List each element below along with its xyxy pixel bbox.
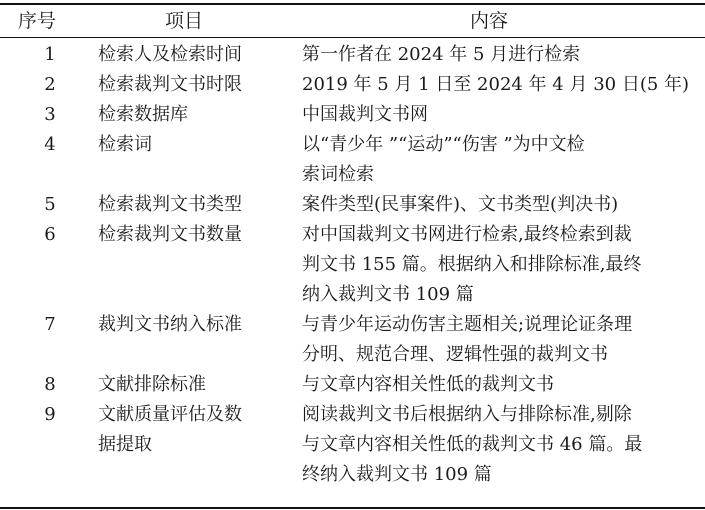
row-content-line: 对中国裁判文书网进行检索,最终检索到裁 <box>302 224 632 245</box>
row-content-line: 2019 年 5 月 1 日至 2024 年 4 月 30 日(5 年) <box>302 74 690 95</box>
row-number: 7 <box>44 314 56 335</box>
row-item <box>98 400 288 460</box>
row-item <box>98 70 288 100</box>
header-serial-number: 序号 <box>18 10 57 32</box>
row-content-line: 第一作者在 2024 年 5 月进行检索 <box>302 44 581 65</box>
row-content <box>302 400 705 490</box>
row-item-line: 检索词 <box>98 134 152 155</box>
row-content-line: 以“青少年 ”“运动”“伤害 ”为中文检 <box>302 134 585 155</box>
row-number: 5 <box>44 194 56 215</box>
row-content-line: 案件类型(民事案件)、文书类型(判决书) <box>302 194 619 215</box>
header-item: 项目 <box>165 10 204 32</box>
row-item <box>98 310 288 340</box>
row-item-line: 文献排除标准 <box>98 374 206 395</box>
row-content <box>302 310 705 370</box>
table-bottom-rule <box>0 507 705 509</box>
row-content <box>302 40 705 70</box>
row-number: 6 <box>44 224 56 245</box>
row-number: 9 <box>44 404 56 425</box>
row-item <box>98 370 288 400</box>
row-content-line: 阅读裁判文书后根据纳入与排除标准,剔除 <box>302 404 632 425</box>
row-item-line: 检索裁判文书类型 <box>98 194 242 215</box>
row-content <box>302 130 705 190</box>
row-content-line: 判文书 155 篇。根据纳入和排除标准,最终 <box>302 254 642 275</box>
row-item-line: 检索裁判文书数量 <box>98 224 242 245</box>
row-item <box>98 40 288 70</box>
row-content <box>302 190 705 220</box>
row-content <box>302 100 705 130</box>
row-content-line: 与文章内容相关性低的裁判文书 <box>302 374 554 395</box>
row-content-line: 中国裁判文书网 <box>302 104 428 125</box>
row-item-line: 检索人及检索时间 <box>98 44 242 65</box>
table-header-rule <box>0 37 705 38</box>
row-item-line: 检索裁判文书时限 <box>98 74 242 95</box>
row-content <box>302 220 705 310</box>
row-content-line: 与青少年运动伤害主题相关;说理论证条理 <box>302 314 633 335</box>
row-number: 1 <box>44 44 56 65</box>
row-number: 4 <box>44 134 56 155</box>
row-item-line: 检索数据库 <box>98 104 188 125</box>
row-item <box>98 100 288 130</box>
row-content-line: 分明、规范合理、逻辑性强的裁判文书 <box>302 344 608 365</box>
row-number: 2 <box>44 74 56 95</box>
row-item <box>98 130 288 160</box>
row-content-line: 纳入裁判文书 109 篇 <box>302 284 474 305</box>
row-number: 3 <box>44 104 56 125</box>
row-content-line: 索词检索 <box>302 164 374 185</box>
row-content <box>302 70 705 100</box>
row-content-line: 终纳入裁判文书 109 篇 <box>302 464 492 485</box>
row-content <box>302 370 705 400</box>
row-item <box>98 220 288 250</box>
row-number: 8 <box>44 374 56 395</box>
row-item <box>98 190 288 220</box>
table-top-rule <box>0 3 705 5</box>
row-item-line: 文献质量评估及数 <box>98 404 242 425</box>
row-content-line: 与文章内容相关性低的裁判文书 46 篇。最 <box>302 434 643 455</box>
row-item-line: 裁判文书纳入标准 <box>98 314 242 335</box>
header-content: 内容 <box>470 10 509 32</box>
row-item-line: 据提取 <box>98 434 152 455</box>
